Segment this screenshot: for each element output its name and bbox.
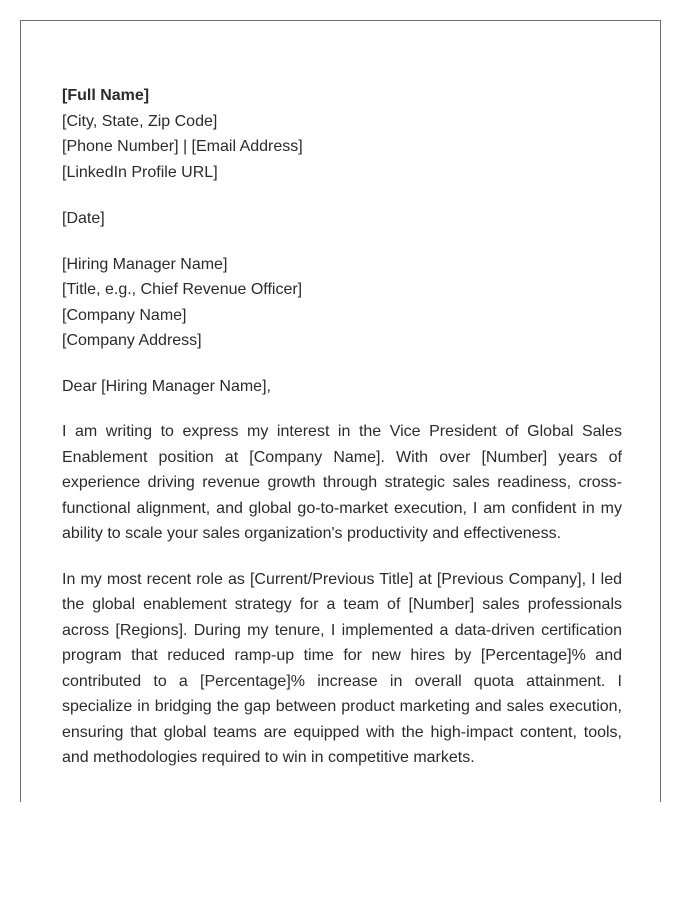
paragraph-experience: In my most recent role as [Current/Previous Title] at [Previous Company], I led the global enablement strategy for a team of [Number] sales professionals across [Regions]. During my tenure, I implemented a data-driven certification program that reduced ramp-up time for new hires by [Percentage]% and contributed to a [Percentage]% increase in overall quota attainment. I specialize in bridging the gap between product marketing and sales execution, ensuring that global teams are equipped with the high-impact content, tools, and methodologies required to win in competitive markets. [62,570,622,766]
letter-date: [Date] [62,210,105,227]
recipient-block [62,252,622,354]
recipient-name: [Hiring Manager Name] [62,255,228,273]
sender-name: [Full Name] [62,87,150,104]
recipient-address: [Company Address] [62,332,202,349]
salutation: Dear [Hiring Manager Name], [62,377,271,395]
sender-block [62,83,622,185]
recipient-title: [Title, e.g., Chief Revenue Officer] [62,281,303,298]
letter-page [20,20,661,802]
sender-linkedin: [LinkedIn Profile URL] [62,163,218,181]
date-block [62,206,622,232]
sender-location: [City, State, Zip Code] [62,112,218,130]
paragraph-intro: I am writing to express my interest in the Vice President of Global Sales Enablement position at [Company Name]. With over [Number] years of experience driving revenue growth through strategic sales readiness, cross-functional alignment, and global go-to-market execution, I am confident in my ability to scale your sales organization's productivity and effectiveness. [62,423,622,542]
letter-body [62,83,622,791]
salutation-block [62,374,622,400]
recipient-company: [Company Name] [62,306,187,324]
sender-contact: [Phone Number] | [Email Address] [62,138,303,155]
